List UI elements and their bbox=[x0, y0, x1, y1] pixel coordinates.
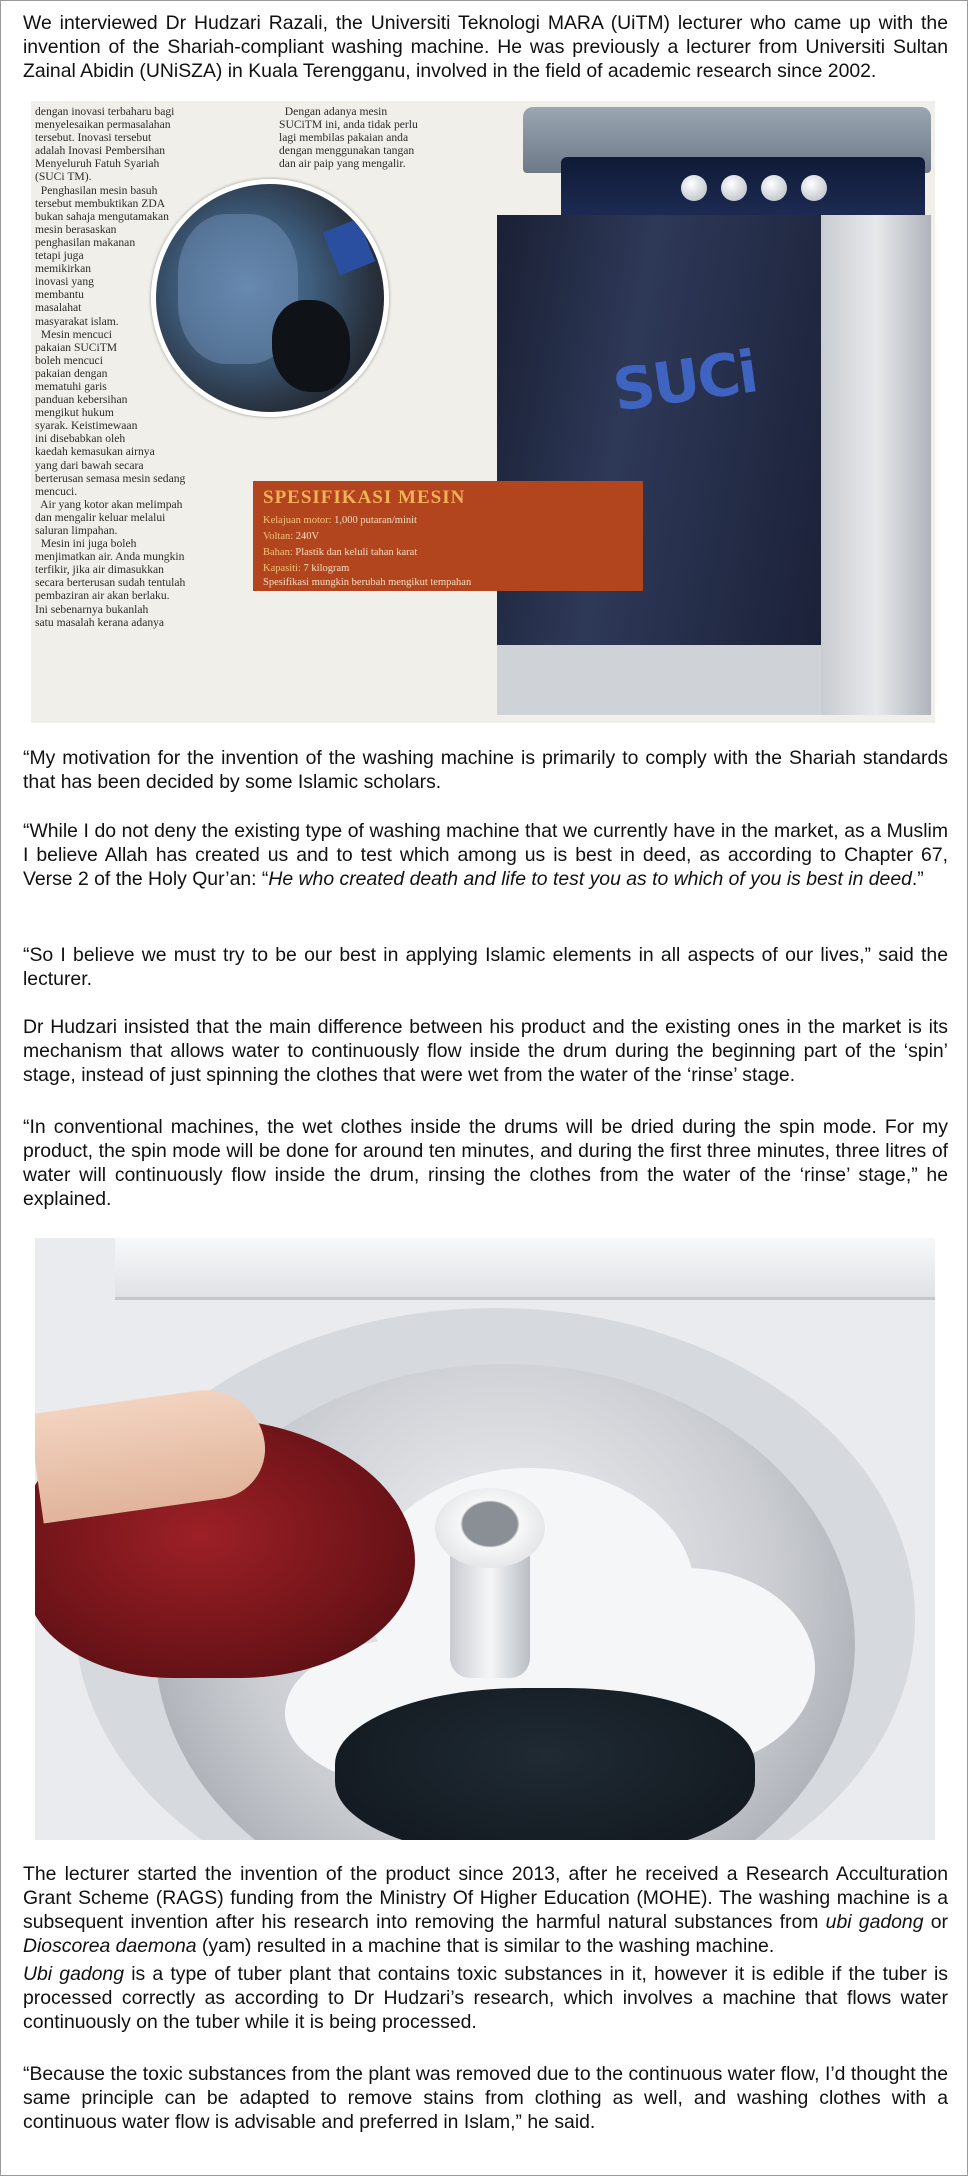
spec-title: SPESIFIKASI MESIN bbox=[263, 487, 466, 508]
clipping-text-column-1: dengan inovasi terbaharu bagi menyelesaikan permasalahan tersebut. Inovasi tersebut adalah Inovasi Pembersihan Menyeluruh Fatuh Syariah (SUCi TM). Penghasilan mesin basuh tersebut membuktikan ZDA bukan sahaja mengutamakan mesin berasaskan penghasilan makanan tetapi juga memikirkan inovasi yang membantu masalahat masyarakat islam. Mesin mencuci pakaian SUCiTM boleh mencuci pakaian dengan mematuhi garis panduan kebersihan mengikut hukum syarak. Keistimewaan ini disebabkan oleh kaedah kemasukan airnya yang dari bawah secara berterusan semasa mesin sedang mencuci. Air yang kotor akan melimpah dan mengalir keluar melalui saluran limpahan. Mesin ini juga boleh menjimatkan air. Anda mungkin terfikir, jika air dimasukkan secara berterusan sudah tentulah pembaziran air akan berlaku. Ini sebenarnya bukanlah satu masalah kerana adanya bbox=[35, 105, 186, 629]
washing-drum-photo bbox=[35, 1238, 935, 1840]
quote-italic: He who created death and life to test you as to which of you is best in deed bbox=[268, 868, 912, 890]
spec-row: Bahan: Plastik dan keluli tahan karat bbox=[263, 547, 418, 558]
paragraph-rags-funding: The lecturer started the invention of the product since 2013, after he received a Research Acculturation Grant Scheme (RAGS) funding from the Ministry Of Higher Education (MOHE). The washing machine is a subsequent invention after his research into removing the harmful natural substances from ubi gadong or Dioscorea daemona (yam) resulted in a machine that is similar to the washing machine. bbox=[23, 1863, 948, 1957]
spec-row: Kelajuan motor: 1,000 putaran/minit bbox=[263, 515, 417, 526]
washing-machine-photo bbox=[483, 107, 931, 717]
newspaper-clipping-image bbox=[31, 101, 935, 723]
spec-row: Kapasiti: 7 kilogram bbox=[263, 563, 350, 574]
paragraph-motivation: “My motivation for the invention of the washing machine is primarily to comply with the Shariah standards that has been decided by some Islamic scholars. bbox=[23, 747, 948, 793]
paragraph-quran-quote: “While I do not deny the existing type of washing machine that we currently have in the market, as a Muslim I believe Allah has created us and to test which among us is best in deed, as according to Chapter 67, Verse 2 of the Holy Qur’an: “He who created death and life to test you as to which of you is best in deed.” bbox=[23, 820, 948, 890]
machine-logo-icon bbox=[323, 219, 375, 276]
spec-row: Voltan: 240V bbox=[263, 531, 320, 542]
drum-closeup-photo bbox=[151, 179, 389, 417]
paragraph-best-effort: “So I believe we must try to be our best in applying Islamic elements in all aspects of our lives,” said the lecturer. bbox=[23, 944, 948, 990]
paragraph-continuous-flow: “Because the toxic substances from the plant was removed due to the continuous water flow, I’d thought the same principle can be adapted to remove stains from clothing as well, and washing clothes with a continuous water flow is advisable and preferred in Islam,” he said. bbox=[23, 2063, 948, 2133]
intro-paragraph: We interviewed Dr Hudzari Razali, the Universiti Teknologi MARA (UiTM) lecturer who came up with the invention of the Shariah-compliant washing machine. He was previously a lecturer from Universiti Sultan Zainal Abidin (UNiSZA) in Kuala Terengganu, involved in the field of academic research since 2002. bbox=[23, 12, 948, 82]
paragraph-mechanism: Dr Hudzari insisted that the main difference between his product and the existing ones in the market is its mechanism that allows water to continuously flow inside the drum during the beginning part of the ‘spin’ stage, instead of just spinning the clothes that were wet from the water of the ‘rinse’ stage. bbox=[23, 1016, 948, 1086]
paragraph-ubi-gadong: Ubi gadong is a type of tuber plant that contains toxic substances in it, however it is edible if the tuber is processed correctly as according to Dr Hudzari’s research, which involves a machine that flows water continuously on the tuber while it is being processed. bbox=[23, 1963, 948, 2033]
clipping-text-column-2: Dengan adanya mesin SUCiTM ini, anda tidak perlu lagi membilas pakaian anda dengan menggunakan tangan dan air paip yang mengalir. bbox=[279, 105, 418, 171]
brand-logo: SUCi bbox=[608, 337, 761, 425]
control-panel bbox=[561, 157, 925, 221]
paragraph-spin-mode: “In conventional machines, the wet clothes inside the drums will be dried during the spin mode. For my product, the spin mode will be done for around ten minutes, and during the first three minutes, three litres of water will continuously flow inside the drum, rinsing the clothes from the water of the ‘rinse’ stage,” he explained. bbox=[23, 1116, 948, 1210]
spec-box bbox=[253, 481, 643, 591]
spec-note: Spesifikasi mungkin berubah mengikut tempahan bbox=[263, 577, 472, 588]
agitator bbox=[435, 1488, 545, 1568]
